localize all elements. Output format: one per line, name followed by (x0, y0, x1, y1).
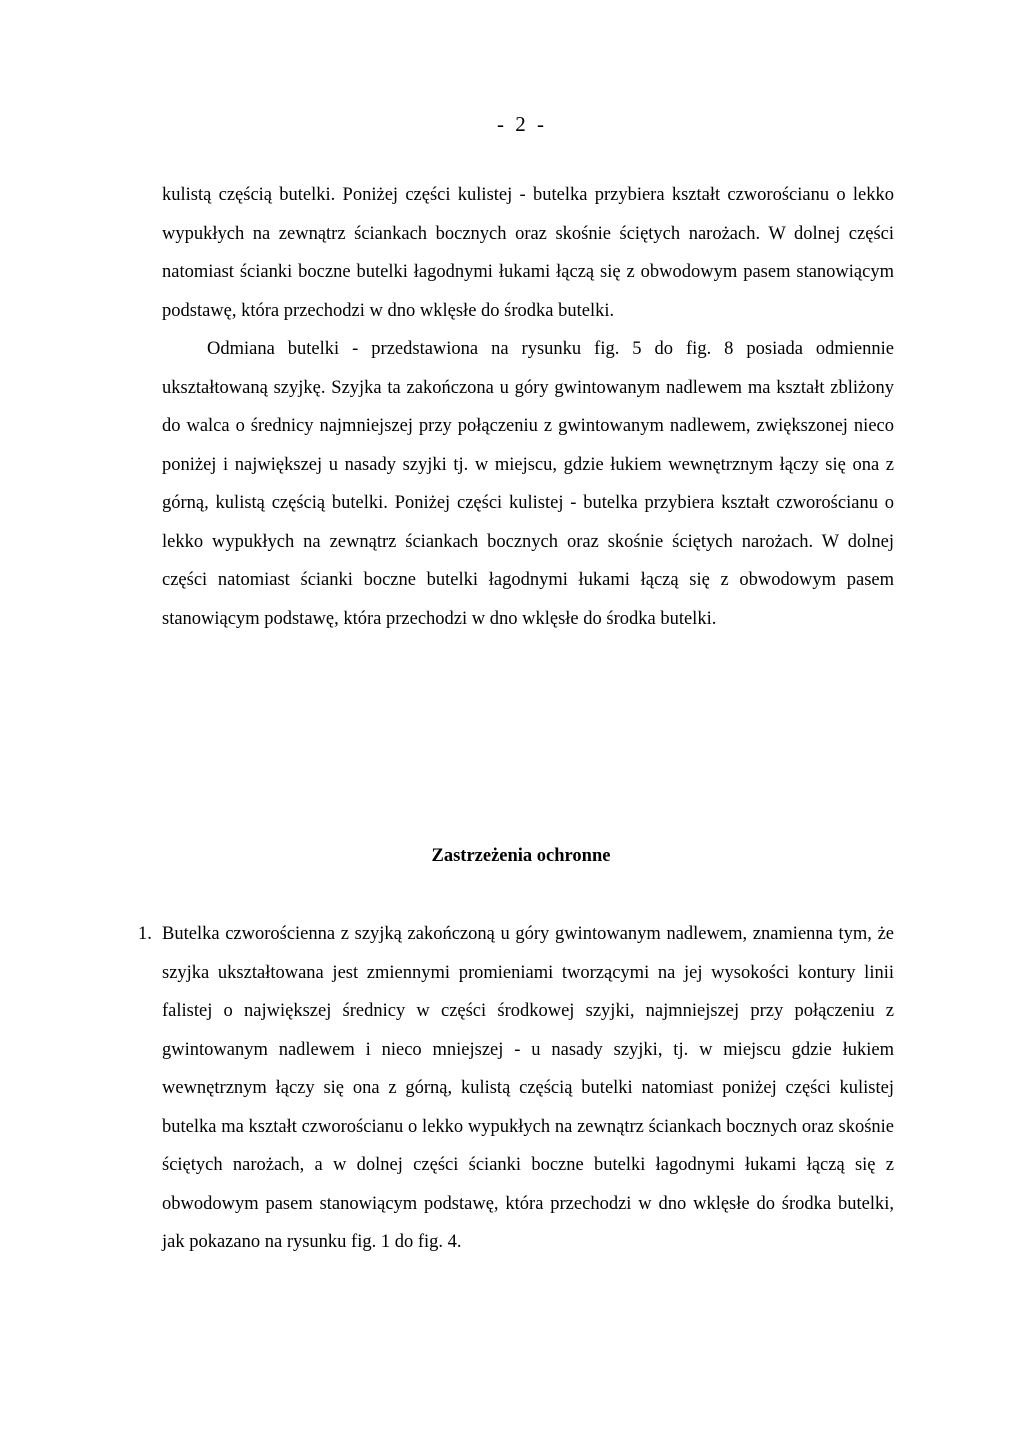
description-body (162, 176, 894, 638)
page-number: - 2 - (497, 112, 547, 136)
description-paragraph-1: kulistą częścią butelki. Poniżej części kulistej - butelka przybiera kształt czworościanu o lekko wypukłych na zewnątrz ściankach bocznych oraz skośnie ściętych narożach. W dolnej części natomiast ścianki boczne butelki łagodnymi łukami łączą się z obwodowym pasem stanowiącym podstawę, która przechodzi w dno wklęsłe do środka butelki. (162, 185, 894, 321)
claims-list (138, 915, 894, 1262)
claim-text: Butelka czworościenna z szyjką zakończoną u góry gwintowanym nadlewem, znamienna tym, że szyjka ukształtowana jest zmiennymi promieniami tworzącymi na jej wysokości kontury linii falistej o największej średnicy w części środkowej szyjki, najmniejszej przy połączeniu z gwintowanym nadlewem i nieco mniejszej - u nasady szyjki, tj. w miejscu gdzie łukiem wewnętrznym łączy się ona z górną, kulistą częścią butelki natomiast poniżej części kulistej butelka ma kształt czworościanu o lekko wypukłych na zewnątrz ściankach bocznych oraz skośnie ściętych narożach, a w dolnej części ścianki boczne butelki łagodnymi łukami łączą się z obwodowym pasem stanowiącym podstawę, która przechodzi w dno wklęsłe do środka butelki, jak pokazano na rysunku fig. 1 do fig. 4. (162, 924, 894, 1252)
claim-number: 1. (138, 924, 152, 944)
description-paragraph-2: Odmiana butelki - przedstawiona na rysunku fig. 5 do fig. 8 posiada odmiennie ukształtowaną szyjkę. Szyjka ta zakończona u góry gwintowanym nadlewem ma kształt zbliżony do walca o średnicy najmniejszej przy połączeniu z gwintowanym nadlewem, zwiększonej nieco poniżej i największej u nasady szyjki tj. w miejscu, gdzie łukiem wewnętrznym łączy się ona z górną, kulistą częścią butelki. Poniżej części kulistej - butelka przybiera kształt czworościanu o lekko wypukłych na zewnątrz ściankach bocznych oraz skośnie ściętych narożach. W dolnej części natomiast ścianki boczne butelki łagodnymi łukami łączą się z obwodowym pasem stanowiącym podstawę, która przechodzi w dno wklęsłe do środka butelki. (162, 339, 894, 629)
claims-heading: Zastrzeżenia ochronne (431, 846, 611, 866)
claim-item (138, 915, 894, 1262)
